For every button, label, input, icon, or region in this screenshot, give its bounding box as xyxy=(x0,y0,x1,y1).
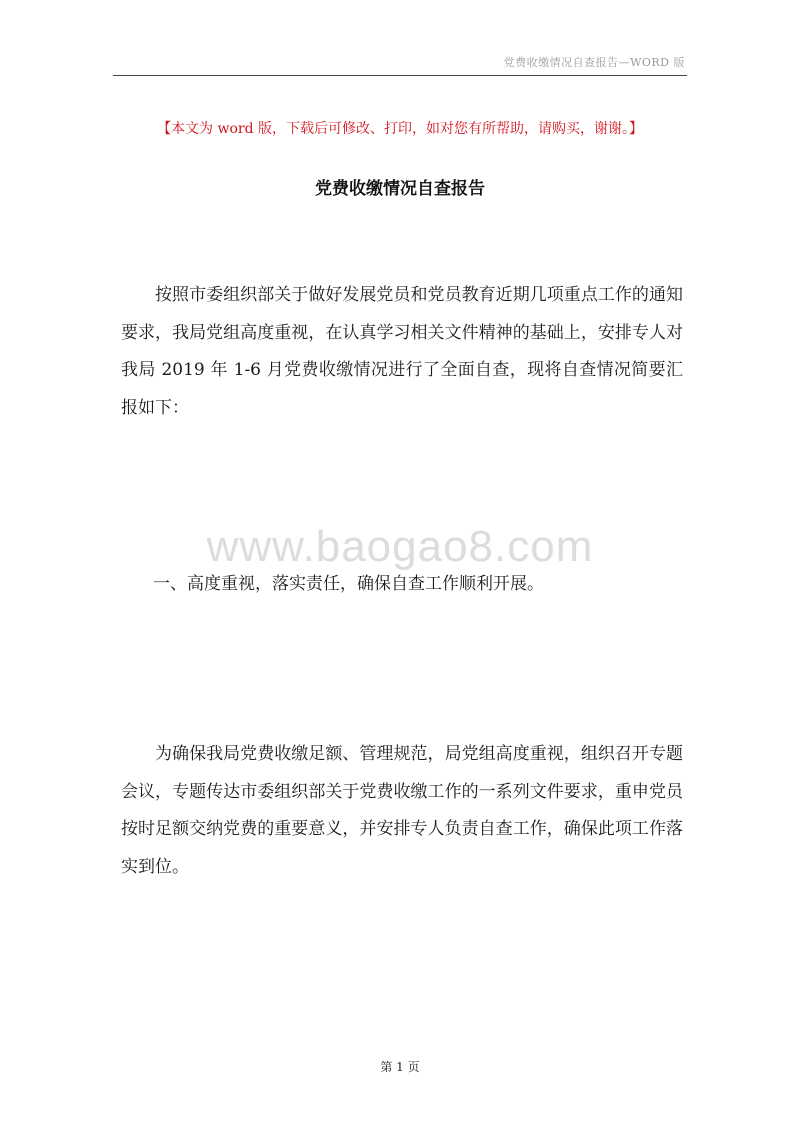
purchase-notice: 【本文为 word 版，下载后可修改、打印，如对您有所帮助，请购买，谢谢。】 xyxy=(157,121,643,137)
header-divider xyxy=(113,75,687,76)
site-watermark: www.baogao8.com xyxy=(206,522,594,571)
intro-paragraph: 按照市委组织部关于做好发展党员和党员教育近期几项重点工作的通知要求，我局党组高度重视，在认真学习相关文件精神的基础上，安排专人对我局 2019 年 1-6 月党费收缴情况进行了全面自查，现将自查情况简要汇报如下： xyxy=(121,285,683,418)
running-header: 党费收缴情况自查报告—WORD 版 xyxy=(503,56,685,69)
document-title: 党费收缴情况自查报告 xyxy=(315,179,485,199)
page-number: 第 1 页 xyxy=(380,1060,420,1074)
body-paragraph: 为确保我局党费收缴足额、管理规范，局党组高度重视，组织召开专题会议，专题传达市委组织部关于党费收缴工作的一系列文件要求，重申党员按时足额交纳党费的重要意义，并安排专人负责自查工作，确保此项工作落实到位。 xyxy=(121,744,683,877)
section-heading: 一、高度重视，落实责任，确保自查工作顺利开展。 xyxy=(153,574,544,594)
